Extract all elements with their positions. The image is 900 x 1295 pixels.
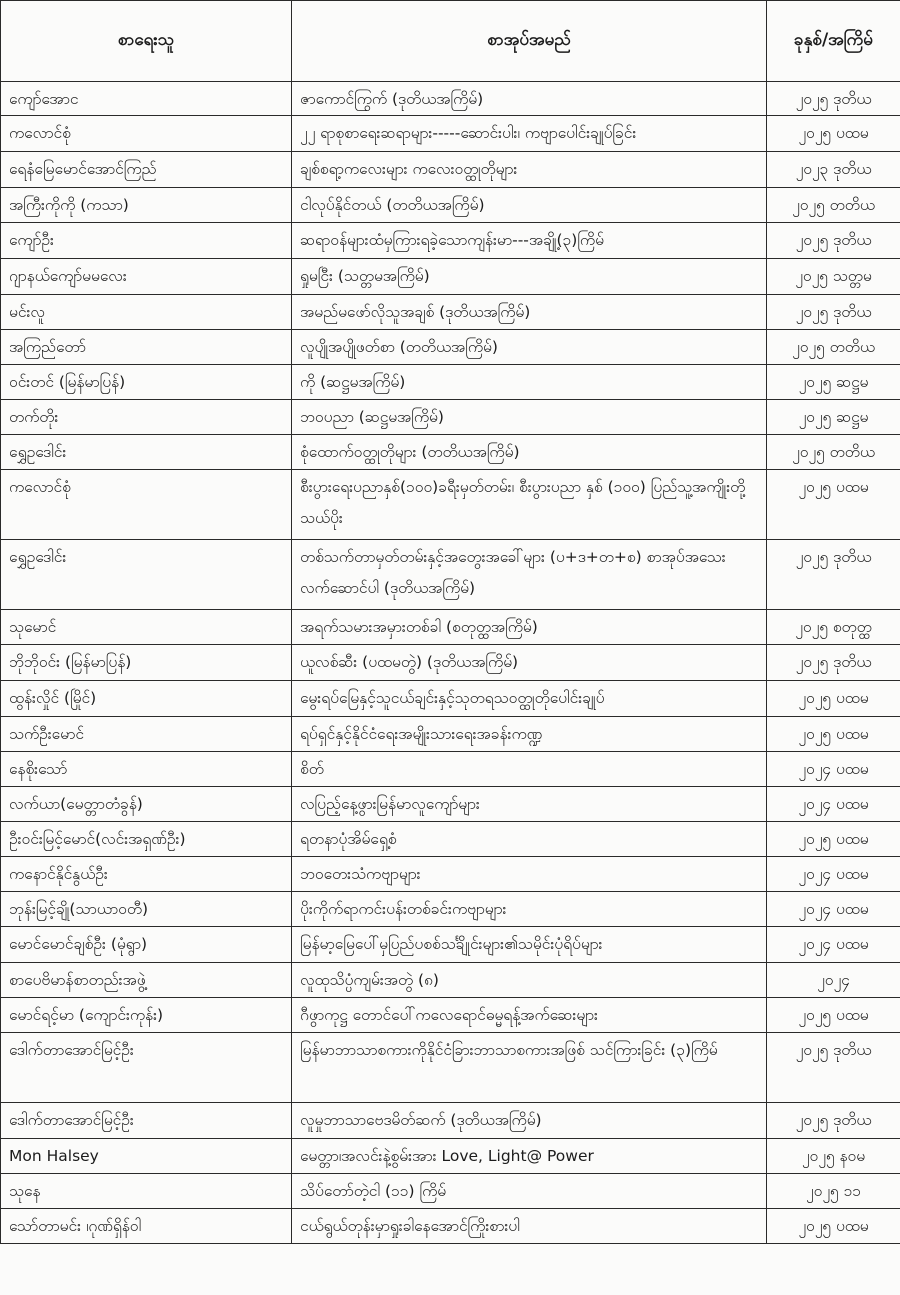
table-row — [1, 1139, 900, 1174]
edition-cell: ၂၀၂၅ တတိယ — [767, 330, 900, 365]
edition-cell: ၂၀၂၅ ပထမ — [767, 998, 900, 1033]
table-row — [1, 400, 900, 435]
edition-cell: ၂၀၂၄ ပထမ — [767, 892, 900, 927]
title-cell: ရတနာပုံအိမ်ရှေ့စံ — [292, 822, 767, 857]
title-cell: အရက်သမားအမှားတစ်ခါ (စတုတ္ထအကြိမ်) — [292, 610, 767, 645]
table-row — [1, 681, 900, 717]
author-cell: ရွှေဥဒေါင်း — [1, 435, 292, 470]
edition-cell: ၂၀၂၅ ဆဋ္ဌမ — [767, 400, 900, 435]
table-row — [1, 295, 900, 330]
edition-cell: ၂၀၂၅ ၁၁ — [767, 1174, 900, 1209]
table-row — [1, 1209, 900, 1244]
edition-cell: ၂၀၂၄ ပထမ — [767, 752, 900, 787]
table-body — [1, 82, 900, 1244]
author-cell: ဝင်းတင် (မြန်မာပြန်) — [1, 365, 292, 400]
edition-column-header: ခုနှစ်/အကြိမ် — [767, 1, 900, 82]
table-row — [1, 152, 900, 188]
table-row — [1, 645, 900, 681]
author-cell: ကလောင်စုံ — [1, 116, 292, 152]
table-row — [1, 365, 900, 400]
author-cell: စာပေဗိမာန်စာတည်းအဖွဲ့ — [1, 963, 292, 998]
title-cell: ၂၂ ရာစုစာရေးဆရာများ-----ဆောင်းပါး၊ ကဗျာပေါင်းချုပ်ခြင်း — [292, 116, 767, 152]
author-column-header: စာရေးသူ — [1, 1, 292, 82]
author-cell: အကြည်တော် — [1, 330, 292, 365]
edition-cell: ၂၀၂၃ ဒုတိယ — [767, 152, 900, 188]
table-row — [1, 610, 900, 645]
table-row — [1, 330, 900, 365]
edition-cell: ၂၀၂၅ နဝမ — [767, 1139, 900, 1174]
edition-cell: ၂၀၂၅ ဒုတိယ — [767, 82, 900, 116]
table-row — [1, 223, 900, 259]
table-row — [1, 857, 900, 892]
edition-cell: ၂၀၂၅ ဒုတိယ — [767, 645, 900, 681]
author-cell: မင်းလူ — [1, 295, 292, 330]
author-cell: ကျော်အောင — [1, 82, 292, 116]
author-cell: မောင်မောင်ချစ်ဦး (မုံရွာ) — [1, 927, 292, 963]
edition-cell: ၂၀၂၄ ပထမ — [767, 857, 900, 892]
title-cell: ငယ်ရွယ်တုန်းမှာရှုးခါနေအောင်ကြိုးစားပါ — [292, 1209, 767, 1244]
table-row — [1, 540, 900, 610]
edition-cell: ၂၀၂၅ ပထမ — [767, 116, 900, 152]
title-cell: ရှုမငြီး (သတ္တမအကြိမ်) — [292, 259, 767, 295]
author-cell: အကြီးကိုကို (ကသာ) — [1, 188, 292, 223]
title-cell: မွေးရပ်မြေနှင့်သူငယ်ချင်းနှင့်သုတရသဝတ္ထုတိုပေါင်းချုပ် — [292, 681, 767, 717]
author-cell: နေစိုးသော် — [1, 752, 292, 787]
edition-cell: ၂၀၂၅ သတ္တမ — [767, 259, 900, 295]
edition-cell: ၂၀၂၅ ပထမ — [767, 1209, 900, 1244]
table-row — [1, 927, 900, 963]
table-row — [1, 822, 900, 857]
author-cell: ဘုန်းမြင့်ချို(သာယာဝတီ) — [1, 892, 292, 927]
table-row — [1, 787, 900, 822]
edition-cell: ၂၀၂၅ ပထမ — [767, 717, 900, 752]
table-row — [1, 717, 900, 752]
title-cell: စီးပွားရေးပညာနှစ်(၁၀၀)ခရီးမှတ်တမ်း၊ စီးပွားပညာ နှစ် (၁၀၀) ပြည်သူ့အကျိုးတို့သယ်ပိုး — [292, 470, 767, 540]
author-cell: ဒေါက်တာအောင်မြင့်ဦး — [1, 1103, 292, 1139]
edition-cell: ၂၀၂၅ တတိယ — [767, 435, 900, 470]
title-cell: ပိုးကိုက်ရာကင်းပန်းတစ်ခင်းကဗျာများ — [292, 892, 767, 927]
author-cell: ဦးဝင်းမြင့်မောင်(လင်းအရှဏ်ဦး) — [1, 822, 292, 857]
author-cell: ဂျာနယ်ကျော်မမလေး — [1, 259, 292, 295]
author-cell: မောင်ရင့်မာ (ကျောင်းကုန်း) — [1, 998, 292, 1033]
author-cell: ထွန်းလှိုင် (မြိုင်) — [1, 681, 292, 717]
edition-cell: ၂၀၂၅ စတုတ္ထ — [767, 610, 900, 645]
author-cell: သော်တာမင်း ၊ဂုဏ်ရှိန်ဝါ — [1, 1209, 292, 1244]
edition-cell: ၂၀၂၅ တတိယ — [767, 188, 900, 223]
author-cell: လက်ယာ(မေတ္တာတံခွန်) — [1, 787, 292, 822]
title-cell: လူမှုဘာသာဗေဒမိတ်ဆက် (ဒုတိယအကြိမ်) — [292, 1103, 767, 1139]
title-cell: စိတ် — [292, 752, 767, 787]
author-cell: ရွှေဥဒေါင်း — [1, 540, 292, 610]
table-row — [1, 435, 900, 470]
table-row — [1, 998, 900, 1033]
edition-cell: ၂၀၂၄ — [767, 963, 900, 998]
table-row — [1, 259, 900, 295]
author-cell: ကနောင်နိုင်နွယ်ဦး — [1, 857, 292, 892]
edition-cell: ၂၀၂၄ ပထမ — [767, 927, 900, 963]
table-row — [1, 892, 900, 927]
author-cell: ဘိုဘိုဝင်း (မြန်မာပြန်) — [1, 645, 292, 681]
edition-cell: ၂၀၂၄ ပထမ — [767, 787, 900, 822]
header-row — [1, 1, 900, 82]
title-cell: စုံထောက်ဝတ္ထုတိုများ (တတိယအကြိမ်) — [292, 435, 767, 470]
table-row — [1, 470, 900, 540]
title-cell: ချစ်စရာ့ကလေးများ ကလေးဝတ္ထုတိုများ — [292, 152, 767, 188]
title-column-header: စာအုပ်အမည် — [292, 1, 767, 82]
edition-cell: ၂၀၂၅ ဒုတိယ — [767, 540, 900, 610]
edition-cell: ၂၀၂၅ ဒုတိယ — [767, 1103, 900, 1139]
title-cell: အမည်မဖော်လိုသူအချစ် (ဒုတိယအကြိမ်) — [292, 295, 767, 330]
title-cell: မေတ္တာ၊အလင်းနဲ့စွမ်းအား Love, Light@ Power — [292, 1139, 767, 1174]
title-cell: လပြည့်နေ့ဖွားမြန်မာလူကျော်များ — [292, 787, 767, 822]
edition-cell: ၂၀၂၅ ဒုတိယ — [767, 1033, 900, 1103]
table-row — [1, 1174, 900, 1209]
author-cell: တက်တိုး — [1, 400, 292, 435]
author-cell: Mon Halsey — [1, 1139, 292, 1174]
title-cell: ကို (ဆဋ္ဌမအကြိမ်) — [292, 365, 767, 400]
table-row — [1, 188, 900, 223]
author-cell: သက်ဦးမောင် — [1, 717, 292, 752]
title-cell: တစ်သက်တာမှတ်တမ်းနှင့်အတွေးအခေါ်များ (ပ+ဒ+တ+စ) စာအုပ်အသေးလက်ဆောင်ပါ (ဒုတိယအကြိမ်) — [292, 540, 767, 610]
title-cell: မြန်မာ့မြေပေါ်မှပြည်ပစစ်သင်္ချိုင်းများ၏သမိုင်းပုံရိပ်များ — [292, 927, 767, 963]
table-row — [1, 116, 900, 152]
edition-cell: ၂၀၂၅ ဒုတိယ — [767, 223, 900, 259]
table-row — [1, 1033, 900, 1103]
author-cell: ရေနံမြေမောင်အောင်ကြည် — [1, 152, 292, 188]
edition-cell: ၂၀၂၅ ပထမ — [767, 822, 900, 857]
author-cell: ဒေါက်တာအောင်မြင့်ဦး — [1, 1033, 292, 1103]
author-cell: သုမောင် — [1, 610, 292, 645]
table-row — [1, 82, 900, 116]
title-cell: ဘဝပညာ (ဆဋ္ဌမအကြိမ်) — [292, 400, 767, 435]
author-cell: ကျော်ဦး — [1, 223, 292, 259]
title-cell: ငါလုပ်နိုင်တယ် (တတိယအကြိမ်) — [292, 188, 767, 223]
title-cell: ဇာကောင်ကြွက် (ဒုတိယအကြိမ်) — [292, 82, 767, 116]
title-cell: ဂီဖွာကုဋ္ဌ တောင်ပေါ်ကလေရောင်ဓမ္မရန့်အက်ဆေးများ — [292, 998, 767, 1033]
edition-cell: ၂၀၂၅ ပထမ — [767, 470, 900, 540]
title-cell: သိပ်တော်တဲ့ငါ (၁၁) ကြိမ် — [292, 1174, 767, 1209]
title-cell: ယူလစ်ဆီး (ပထမတွဲ) (ဒုတိယအကြိမ်) — [292, 645, 767, 681]
title-cell: ရပ်ရှင်နှင့်နိုင်ငံရေးအမျိုးသားရေးအခန်းကဏ္ဍ — [292, 717, 767, 752]
table-row — [1, 752, 900, 787]
title-cell: လူထုသိပ္ပံကျမ်းအတွဲ (၈) — [292, 963, 767, 998]
table-row — [1, 963, 900, 998]
title-cell: လူပျိုအပျိုဖတ်စာ (တတိယအကြိမ်) — [292, 330, 767, 365]
title-cell: မြန်မာဘာသာစကားကိုနိုင်ငံခြားဘာသာစကားအဖြစ် သင်ကြားခြင်း (၃)ကြိမ် — [292, 1033, 767, 1103]
title-cell: ဘဝတေးသံကဗျာများ — [292, 857, 767, 892]
edition-cell: ၂၀၂၅ ဒုတိယ — [767, 295, 900, 330]
author-cell: သုနေ — [1, 1174, 292, 1209]
table-header — [1, 1, 900, 82]
edition-cell: ၂၀၂၅ ဆဋ္ဌမ — [767, 365, 900, 400]
table-row — [1, 1103, 900, 1139]
edition-cell: ၂၀၂၅ ပထမ — [767, 681, 900, 717]
title-cell: ဆရာဝန်များထံမှကြားရခဲ့သောကျန်းမာ---အချို့(၃)ကြိမ် — [292, 223, 767, 259]
author-cell: ကလောင်စုံ — [1, 470, 292, 540]
